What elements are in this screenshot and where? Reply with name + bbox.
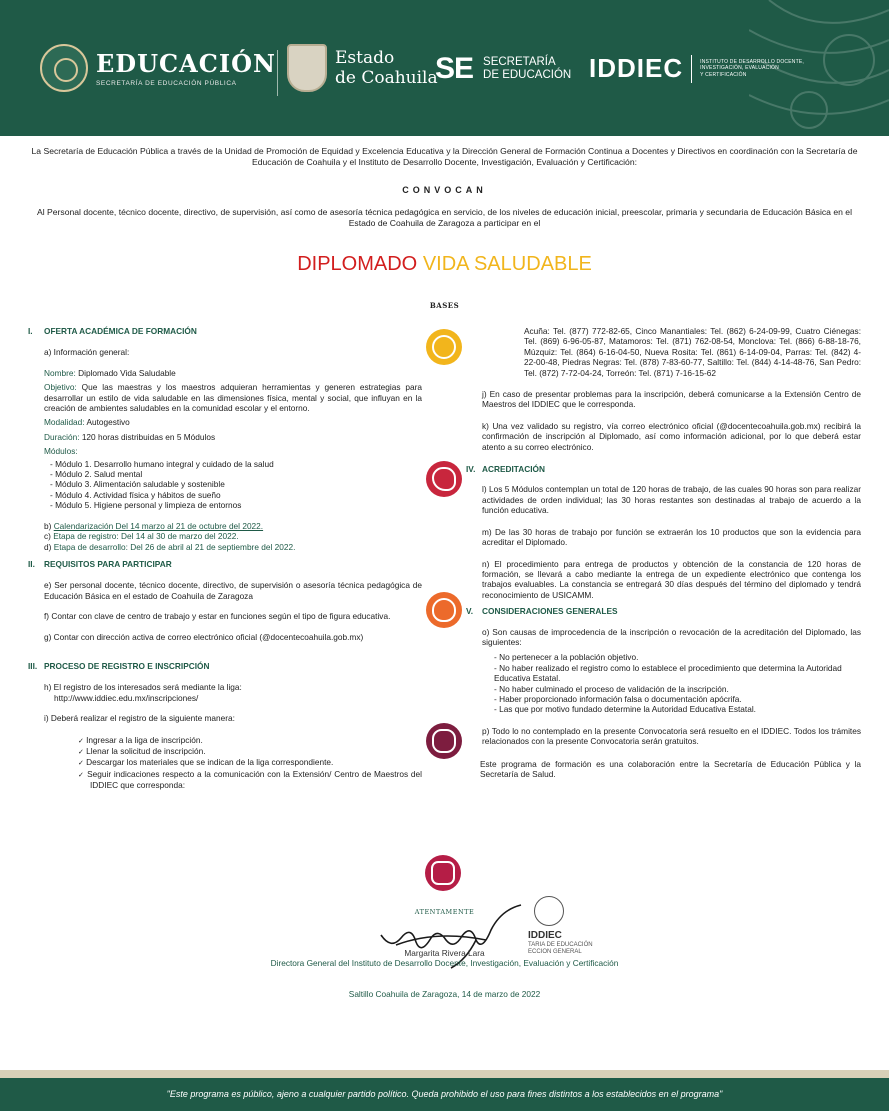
intro-paragraph: La Secretaría de Educación Pública a través de la Unidad de Promoción de Equidad y Excelencia Educativa y la Dirección General de Formación Continua a Docentes y Directivos en coordinación con la Secretaría de Educación de Coahuila y el Instituto de Desarrollo Docente, Investigación, Evaluación y Certificación: xyxy=(31,146,858,167)
right-column xyxy=(466,326,861,779)
section-heading: V. CONSIDERACIONES GENERALES xyxy=(466,606,618,617)
list-item: - Módulo 5. Higiene personal y limpieza de entornos xyxy=(50,500,422,510)
header-divider xyxy=(277,50,278,96)
item-d: d) Etapa de desarrollo: Del 26 de abril al 21 de septiembre del 2022. xyxy=(44,541,296,552)
se-line1: SECRETARÍA xyxy=(483,56,556,68)
atentamente: ATENTAMENTE xyxy=(414,908,475,916)
iddiec-mark: IDDIEC xyxy=(589,53,684,83)
item-o: o) Son causas de improcedencia de la inscripción o revocación de la acreditación del Diplomado, las siguientes: xyxy=(482,626,861,647)
item-b: b) Calendarización Del 14 marzo al 21 de octubre del 2022. xyxy=(44,520,264,531)
hands-icon xyxy=(425,855,461,891)
list-item: - Haber proporcionado información falsa o documentación apócrifa. xyxy=(494,694,861,704)
se-logo xyxy=(435,52,571,86)
item-e: e) Ser personal docente, técnico docente, directivo, de supervisión o asesoría técnica pedagógica de Educación Básica en el estado de Coahuila de Zaragoza xyxy=(44,580,422,601)
place-date: Saltillo Coahuila de Zaragoza, 14 de marzo de 2022 xyxy=(348,989,541,999)
phone-list: Acuña: Tel. (877) 772-82-65, Cinco Manantiales: Tel. (862) 6-24-09-99, Cuatro Ciénegas: Tel. (869) 6-96-05-87, Matamoros: Tel. (871) 762-08-54, Monclova: Tel. (866) 6-88-18-76, Múzquiz: Tel. (864) 6-16-04-50, Nueva Rosita: Tel. (861) 6-14-09-04, Parras: Tel. (842) 4-22-00-48, Piedras Negras: Tel. (878) 7-83-60-77, Saltillo: Tel. (844) 4-14-48-76, San Pedro: Tel. (872) 7-72-04-24, Torreón: Tel. (871) 7-16-15-62 xyxy=(524,326,861,378)
bases-heading: BASES xyxy=(429,301,460,310)
title-diplomado: DIPLOMADO xyxy=(297,253,418,275)
signer-role: Directora General del Instituto de Desarrollo Docente, Investigación, Evaluación y Certificación xyxy=(270,958,619,968)
item-h: h) El registro de los interesados será mediante la liga: xyxy=(44,682,242,693)
causes-list xyxy=(494,652,861,714)
coahuila-logo xyxy=(287,44,438,92)
item-k: k) Una vez validado su registro, vía correo electrónico oficial (@docentecoahuila.gob.mx) recibirá la confirmación de inscripción al Diplomado, así como información adicional, por lo que deberá estar atento a su correo electrónico. xyxy=(482,420,861,452)
item-i: i) Deberá realizar el registro de la siguiente manera: xyxy=(44,713,235,724)
item-p: p) Todo lo no contemplado en la presente Convocatoria será resuelto en el IDDIEC. Todos los trámites relacionados con la presente Convocatoria serán gratuitos. xyxy=(482,725,861,747)
modulos-label: Módulos: xyxy=(44,446,78,457)
steps-list xyxy=(76,735,422,791)
stamp-seal-icon xyxy=(534,896,564,926)
stamp-title: IDDIEC xyxy=(528,930,562,941)
modalidad-line: Modalidad: Autogestivo xyxy=(44,417,130,428)
sep-logo xyxy=(40,44,276,92)
brain-icon xyxy=(426,329,462,365)
section-heading: IV. ACREDITACIÓN xyxy=(466,464,545,475)
list-item: - No haber realizado el registro como lo establece el procedimiento que determina la Autoridad Educativa Estatal. xyxy=(494,663,861,684)
item-c: c) Etapa de registro: Del 14 al 30 de marzo del 2022. xyxy=(44,531,239,542)
footer-disclaimer: "Este programa es público, ajeno a cualquier partido político. Queda prohibido el uso para fines distintos a los establecidos en el programa" xyxy=(166,1089,723,1099)
list-item: - Las que por motivo fundado determine la Autoridad Educativa Estatal. xyxy=(494,704,861,714)
fruit-icon xyxy=(426,592,462,628)
item-l: l) Los 5 Módulos contemplan un total de 120 horas de trabajo, de las cuales 90 horas son para realizar actividades de orden individual; las 30 horas restantes son destinadas al trabajo de acuerdo a la función educativa. xyxy=(482,484,861,516)
item-m: m) De las 30 horas de trabajo por función se extraerán los 10 productos que son la evidencia para acreditar el Diplomado. xyxy=(482,526,861,548)
item-f: f) Contar con clave de centro de trabajo y estar en funciones según el tipo de figura educativa. xyxy=(44,611,391,622)
coahuila-shield-icon xyxy=(287,44,327,92)
list-item: ✓ Llenar la solicitud de inscripción. xyxy=(76,746,422,757)
mexico-seal-icon xyxy=(40,44,88,92)
list-item: - Módulo 3. Alimentación saludable y sostenible xyxy=(50,479,422,489)
edu-title: EDUCACIÓN xyxy=(96,49,276,78)
page-title xyxy=(0,253,889,276)
duracion-line: Duración: 120 horas distribuidas en 5 Módulos xyxy=(44,431,216,442)
left-column xyxy=(28,326,422,791)
se-mark: SE xyxy=(435,52,474,85)
list-item: - No pertenecer a la población objetivo. xyxy=(494,652,861,662)
iddiec-line3: Y CERTIFICACIÓN xyxy=(700,71,747,78)
convocan-heading: CONVOCAN xyxy=(402,185,487,195)
item-j: j) En caso de presentar problemas para la inscripción, deberá comunicarse a la Extensión Centro de Maestros del IDDIEC que le corresponda. xyxy=(482,389,861,410)
se-line2: DE EDUCACIÓN xyxy=(483,69,572,81)
registration-link[interactable]: http://www.iddiec.edu.mx/inscripciones/ xyxy=(54,692,199,703)
section-heading: II. REQUISITOS PARA PARTICIPAR xyxy=(28,558,172,569)
nombre-line: Nombre: Diplomado Vida Saludable xyxy=(44,367,176,378)
program-note: Este programa de formación es una colaboración entre la Secretaría de Educación Pública y la Secretaría de Salud. xyxy=(480,758,861,779)
head-icon xyxy=(426,461,462,497)
iddiec-line1: INSTITUTO DE DESARROLLO DOCENTE, xyxy=(700,58,804,65)
section-heading: I. OFERTA ACADÉMICA DE FORMACIÓN xyxy=(28,326,197,336)
list-item: - No haber culminado el proceso de validación de la inscripción. xyxy=(494,684,861,694)
audience-paragraph: Al Personal docente, técnico docente, directivo, de supervisión, así como de asesoría técnica pedagógica en servicio, de los niveles de educación inicial, preescolar, primaria y secundaria de Educación Básica en el Estado de Coahuila de Zaragoza a participar en el xyxy=(37,207,852,228)
section-heading: III. PROCESO DE REGISTRO E INSCRIPCIÓN xyxy=(28,660,210,671)
list-item: - Módulo 1. Desarrollo humano integral y cuidado de la salud xyxy=(50,459,422,469)
list-item: ✓ Seguir indicaciones respecto a la comunicación con la Extensión/ Centro de Maestros del IDDIEC que corresponda: xyxy=(76,769,422,791)
item-n: n) El procedimiento para entrega de productos y obtención de la constancia de 120 horas de formación, se llevará a cabo mediante la entrega de un expediente electrónico que contenga los trabajos evaluables. La constancia se entregará 30 días después del término del diplomado y tendrá reconocimiento de USICAMM. xyxy=(482,558,861,600)
list-item: - Módulo 2. Salud mental xyxy=(50,469,422,479)
item-g: g) Contar con dirección activa de correo electrónico oficial (@docentecoahuila.gob.mx) xyxy=(44,631,364,642)
coah-line1: Estado xyxy=(335,48,395,68)
list-item: ✓ Descargar los materiales que se indican de la liga correspondiente. xyxy=(76,757,422,768)
modulos-list xyxy=(50,459,422,511)
objetivo-line: Objetivo: Que las maestras y los maestros adquieran herramientas y generen estrategias para desarrollar un estilo de vida saludable en las dimensiones física, mental y social, que influyan en la creación de ambientes saludables en la comunidad escolar y el entorno. xyxy=(44,382,422,414)
header-banner xyxy=(0,0,889,136)
list-item: - Módulo 4. Actividad física y hábitos de sueño xyxy=(50,490,422,500)
list-item: ✓ Ingresar a la liga de inscripción. xyxy=(76,735,422,746)
item-a: a) Información general: xyxy=(44,347,130,358)
signer-name: Margarita Rivera Lara xyxy=(404,948,485,958)
edu-subtitle: SECRETARÍA DE EDUCACIÓN PÚBLICA xyxy=(96,80,237,87)
iddiec-logo xyxy=(589,53,804,84)
footer xyxy=(0,1070,889,1111)
stamp-text: TARIA DE EDUCACIÓN ECCION GENERAL xyxy=(528,942,593,955)
jump-rope-icon xyxy=(426,723,462,759)
coah-line2: de Coahuila xyxy=(335,68,438,88)
iddiec-divider xyxy=(691,55,692,83)
iddiec-line2: INVESTIGACIÓN, EVALUACIÓN xyxy=(700,65,779,72)
title-vida-saludable: VIDA SALUDABLE xyxy=(422,253,592,275)
